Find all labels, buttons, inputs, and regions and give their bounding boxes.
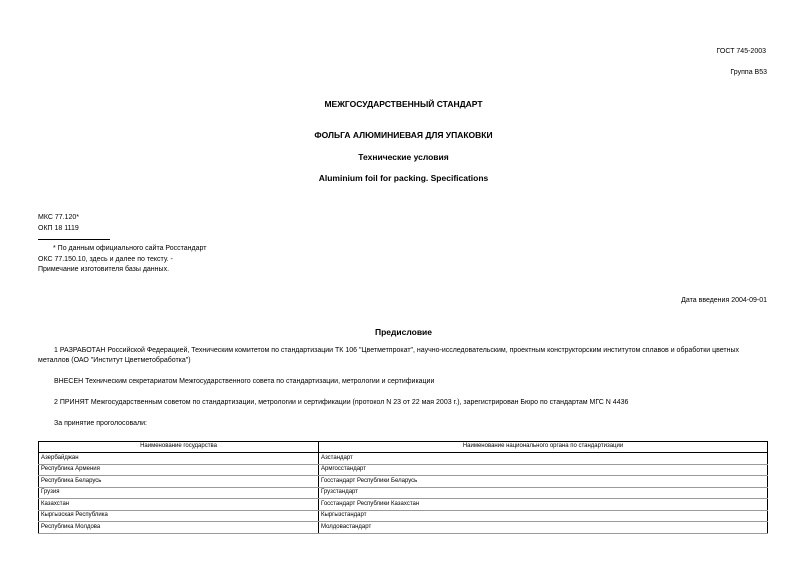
footnote-divider (38, 239, 110, 240)
mks-code: МКС 77.120* (38, 214, 79, 221)
state-name-cell: Азербайджан (39, 453, 319, 465)
state-name-cell: Казахстан (39, 499, 319, 511)
standards-body-cell: Азстандарт (319, 453, 768, 465)
foreword-paragraph-4: За принятие проголосовали: (54, 420, 147, 427)
document-subtitle: Технические условия (358, 152, 449, 162)
standard-type-heading: МЕЖГОСУДАРСТВЕННЫЙ СТАНДАРТ (324, 99, 483, 109)
foreword-paragraph-1: 1 РАЗРАБОТАН Российской Федерацией, Техническим комитетом по стандартизации ТК 106 "Цветметпрокат", научно-исследовательским, проектным конструкторским институтом сплавов и обработки цветных металлов (ОАО "Институт Цветметобработка") (38, 347, 740, 364)
standards-body-cell: Госстандарт Республики Беларусь (319, 476, 768, 488)
state-name-cell: Республика Армения (39, 464, 319, 476)
gost-number: ГОСТ 745-2003 (716, 48, 766, 55)
table-row (39, 510, 768, 522)
standards-body-cell: Грузстандарт (319, 487, 768, 499)
document-title-english: Aluminium foil for packing. Specifications (318, 173, 489, 183)
footnote-line-1: * По данным официального сайта Росстандарт (53, 245, 207, 252)
standards-body-cell: Госстандарт Республики Казахстан (319, 499, 768, 511)
table-row (39, 476, 768, 488)
state-name-cell: Республика Беларусь (39, 476, 319, 488)
footnote-line-3: Примечание изготовителя базы данных. (38, 266, 170, 273)
standards-body-cell: Армгосстандарт (319, 464, 768, 476)
column-header-state: Наименование государства (39, 442, 319, 453)
standards-body-cell: Молдовастандарт (319, 522, 768, 534)
state-name-cell: Кыргызская Республика (39, 510, 319, 522)
state-name-cell: Республика Молдова (39, 522, 319, 534)
okp-code: ОКП 18 1119 (38, 225, 79, 232)
standards-body-cell: Кыргызстандарт (319, 510, 768, 522)
group-code: Группа В53 (730, 69, 767, 76)
foreword-paragraph-2: ВНЕСЕН Техническим секретариатом Межгосударственного совета по стандартизации, метрологии и сертификации (54, 378, 435, 385)
table-row (39, 453, 768, 465)
table-row (39, 499, 768, 511)
foreword-paragraph-3: 2 ПРИНЯТ Межгосударственным советом по стандартизации, метрологии и сертификации (протокол N 23 от 22 мая 2003 г.), зарегистрирован Бюро по стандартам МГС N 4436 (54, 399, 629, 406)
table-row (39, 522, 768, 534)
voting-states-table (38, 441, 768, 534)
table-row (39, 464, 768, 476)
column-header-standards-body: Наименование национального органа по стандартизации (319, 442, 768, 453)
state-name-cell: Грузия (39, 487, 319, 499)
table-row (39, 487, 768, 499)
table-header-row (39, 442, 768, 453)
footnote-line-2: ОКС 77.150.10, здесь и далее по тексту. - (38, 256, 173, 263)
foreword-heading: Предисловие (374, 327, 433, 337)
introduction-date: Дата введения 2004-09-01 (681, 297, 767, 304)
document-title: ФОЛЬГА АЛЮМИНИЕВАЯ ДЛЯ УПАКОВКИ (314, 130, 493, 140)
